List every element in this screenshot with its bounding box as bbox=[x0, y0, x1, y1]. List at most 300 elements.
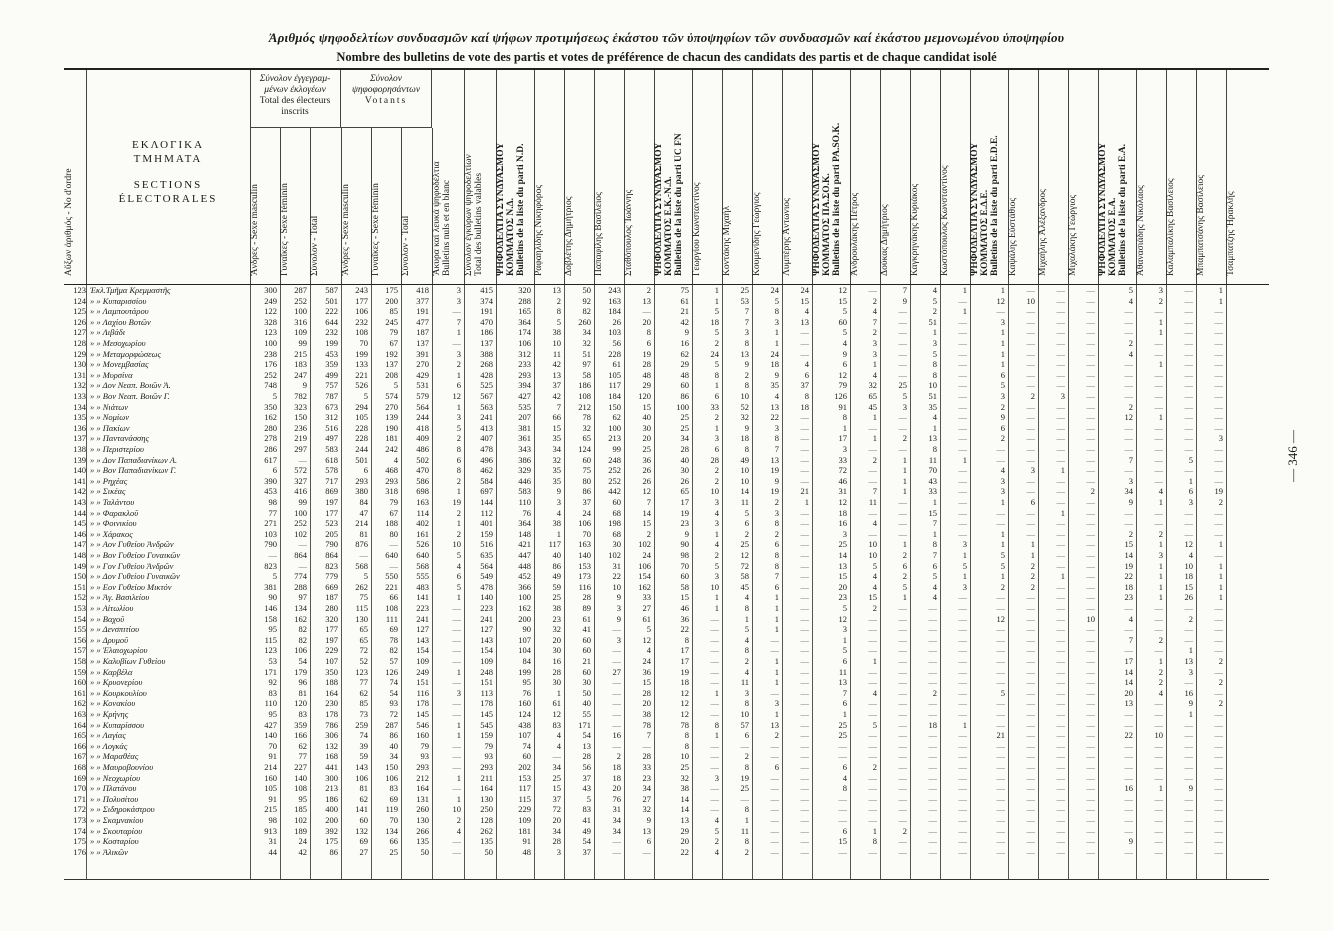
cell-cand-4: 26 bbox=[642, 475, 651, 486]
cell-cand-10: — bbox=[898, 316, 907, 327]
cell-cand-6: 8 bbox=[744, 836, 749, 847]
cell-cand-7: 1 bbox=[774, 603, 779, 613]
header-voters-french: Votants bbox=[364, 96, 408, 106]
cell-party-pasok: 6 bbox=[842, 698, 847, 709]
cell-reg-total: 168 bbox=[325, 751, 338, 762]
cell-cand-15: — bbox=[1086, 751, 1095, 762]
table-row bbox=[64, 550, 1269, 560]
cell-vot-women: 108 bbox=[385, 603, 398, 613]
row-number: 143 bbox=[73, 497, 86, 507]
cell-party-ea: 14 bbox=[1124, 677, 1133, 688]
table-row bbox=[64, 698, 1269, 708]
cell-party-ucfn: 40 bbox=[680, 454, 689, 465]
cell-reg-total: 164 bbox=[325, 687, 338, 698]
cell-cand-9: 4 bbox=[872, 687, 877, 698]
cell-cand-6: 32 bbox=[740, 412, 749, 423]
cell-cand-7: — bbox=[770, 836, 779, 847]
cell-cand-15: — bbox=[1086, 316, 1095, 327]
cell-cand-8: — bbox=[800, 338, 809, 348]
cell-cand-11: 2 bbox=[932, 306, 937, 317]
cell-reg-total: 132 bbox=[325, 740, 338, 751]
cell-party-pasok: — bbox=[838, 793, 847, 804]
cell-party-ucfn: 65 bbox=[680, 486, 689, 497]
cell-party-ea: 18 bbox=[1124, 581, 1133, 592]
cell-cand-3: 252 bbox=[608, 475, 621, 486]
cell-party-ea: 14 bbox=[1124, 550, 1133, 560]
cell-cand-17: 1 bbox=[1188, 709, 1193, 719]
cell-cand-14: 1 bbox=[1060, 465, 1065, 476]
cell-cand-11: 4 bbox=[932, 412, 937, 423]
cell-cand-11: 51 bbox=[928, 316, 937, 327]
cell-cand-10: — bbox=[898, 518, 907, 529]
cell-cand-6: 19 bbox=[740, 772, 749, 783]
cell-cand-13: — bbox=[1026, 518, 1035, 529]
cell-party-ea: 4 bbox=[1128, 348, 1133, 359]
cell-vot-women: 287 bbox=[385, 719, 398, 730]
table-row bbox=[64, 826, 1269, 836]
cell-vot-men: 5 bbox=[363, 391, 368, 401]
cell-cand-14: — bbox=[1056, 412, 1065, 423]
cell-cand-16: — bbox=[1154, 762, 1163, 772]
cell-cand-9: 65 bbox=[868, 391, 877, 401]
cell-party-pasok: 25 bbox=[838, 730, 847, 741]
cell-party-ede: — bbox=[996, 793, 1005, 804]
cell-valid: 262 bbox=[480, 825, 493, 836]
cell-party-ucfn: 8 bbox=[684, 740, 689, 751]
table-row bbox=[64, 508, 1269, 518]
cell-cand-7: 1 bbox=[774, 613, 779, 624]
cell-party-ea: — bbox=[1124, 444, 1133, 454]
cell-cand-9: 7 bbox=[872, 316, 877, 327]
cell-party-ea: 2 bbox=[1128, 338, 1133, 348]
cell-reg-total: 86 bbox=[329, 846, 338, 857]
cell-reg-total: 864 bbox=[325, 550, 338, 560]
cell-cand-14: — bbox=[1056, 380, 1065, 391]
cell-vot-women: 137 bbox=[385, 359, 398, 370]
cell-cand-12: — bbox=[958, 433, 967, 444]
cell-cand-13: — bbox=[1026, 380, 1035, 391]
cell-cand-17: 15 bbox=[1184, 581, 1193, 592]
cell-vot-total: 391 bbox=[416, 348, 429, 359]
cell-reg-total: 869 bbox=[325, 486, 338, 497]
cell-cand-5: 24 bbox=[710, 348, 719, 359]
cell-cand-4: 34 bbox=[642, 783, 651, 794]
cell-cand-13: — bbox=[1026, 348, 1035, 359]
cell-cand-11: — bbox=[928, 804, 937, 815]
cell-cand-5: 10 bbox=[710, 486, 719, 497]
cell-reg-women: 62 bbox=[298, 740, 307, 751]
cell-party-ede: 1 bbox=[1000, 327, 1005, 338]
cell-cand-17: — bbox=[1184, 677, 1193, 688]
cell-cand-13: — bbox=[1026, 306, 1035, 317]
cell-cand-3: 100 bbox=[608, 422, 621, 433]
cell-invalid: — bbox=[452, 698, 461, 709]
cell-reg-total: 823 bbox=[325, 560, 338, 571]
cell-vot-women: 82 bbox=[389, 645, 398, 656]
title-french: Nombre des bulletins de vote des partis et votes de préférence de chacun des candidats des partis et de chaque candidat isolé bbox=[336, 50, 997, 64]
header-registered-greek: Σύνολον ἐγγεγραμ- μένων ἐκλογέων bbox=[259, 74, 331, 95]
cell-cand-18: — bbox=[1214, 412, 1223, 423]
cell-cand-13: — bbox=[1026, 507, 1035, 518]
cell-party-ede: — bbox=[996, 518, 1005, 529]
cell-cand-17: 3 bbox=[1188, 497, 1193, 507]
cell-vot-men: 59 bbox=[359, 751, 368, 762]
cell-cand-5: 6 bbox=[714, 444, 719, 454]
cell-cand-4: 61 bbox=[642, 613, 651, 624]
row-number: 151 bbox=[73, 581, 86, 592]
cell-party-ede: — bbox=[996, 751, 1005, 762]
cell-party-ucfn: 28 bbox=[680, 444, 689, 454]
cell-party-ucfn: 100 bbox=[676, 401, 689, 412]
cell-cand-14: — bbox=[1056, 709, 1065, 719]
cell-cand-8: — bbox=[800, 528, 809, 539]
cell-cand-5: 10 bbox=[710, 581, 719, 592]
cell-vot-women: 79 bbox=[389, 497, 398, 507]
cell-reg-men: 98 bbox=[268, 497, 277, 507]
cell-cand-4: 28 bbox=[642, 687, 651, 698]
cell-cand-15: — bbox=[1086, 804, 1095, 815]
cell-cand-8: — bbox=[800, 539, 809, 550]
cell-cand-5: 5 bbox=[714, 825, 719, 836]
header-vot-men-label: Ἄνδρες - Sexe masculin bbox=[341, 184, 351, 276]
header-cand-16-label: Ἀθανασιάδης Νικόλαος bbox=[1136, 185, 1146, 276]
cell-cand-8: — bbox=[800, 677, 809, 688]
cell-party-ucfn: 17 bbox=[680, 497, 689, 507]
cell-party-ea: 2 bbox=[1128, 528, 1133, 539]
cell-cand-1: 15 bbox=[552, 422, 561, 433]
cell-cand-9: 3 bbox=[872, 338, 877, 348]
cell-cand-15: — bbox=[1086, 422, 1095, 433]
cell-party-pasok: 23 bbox=[838, 592, 847, 603]
table-row bbox=[64, 486, 1269, 496]
cell-cand-14: — bbox=[1056, 613, 1065, 624]
row-section-name: » » Γον Γυθείου Ἀνδρῶν bbox=[90, 560, 174, 571]
cell-party-ucfn: 14 bbox=[680, 793, 689, 804]
cell-vot-total: 579 bbox=[416, 391, 429, 401]
cell-cand-6: 11 bbox=[740, 825, 749, 836]
cell-party-nr: 110 bbox=[518, 497, 531, 507]
cell-vot-women: 80 bbox=[389, 528, 398, 539]
cell-cand-9: 3 bbox=[872, 348, 877, 359]
cell-cand-4: 15 bbox=[642, 677, 651, 688]
cell-reg-women: 185 bbox=[294, 804, 307, 815]
cell-cand-10: — bbox=[898, 634, 907, 645]
cell-party-nr: 165 bbox=[518, 306, 531, 317]
cell-cand-5: 2 bbox=[714, 412, 719, 423]
cell-cand-11: 4 bbox=[932, 285, 937, 295]
cell-cand-2: 40 bbox=[582, 698, 591, 709]
cell-cand-3: — bbox=[612, 698, 621, 709]
header-cand-11 bbox=[910, 70, 941, 284]
cell-cand-1: 61 bbox=[552, 698, 561, 709]
cell-vot-total: 418 bbox=[416, 285, 429, 295]
cell-cand-6: 25 bbox=[740, 285, 749, 295]
cell-cand-16: — bbox=[1154, 603, 1163, 613]
cell-cand-18: 1 bbox=[1218, 581, 1223, 592]
cell-party-nr: 100 bbox=[518, 592, 531, 603]
cell-cand-5: — bbox=[710, 677, 719, 688]
cell-cand-13: — bbox=[1026, 454, 1035, 465]
table-row bbox=[64, 370, 1269, 380]
cell-cand-7: 3 bbox=[774, 316, 779, 327]
row-number: 159 bbox=[73, 666, 86, 677]
cell-valid: 415 bbox=[480, 285, 493, 295]
cell-party-ea: 34 bbox=[1124, 486, 1133, 497]
cell-cand-10: — bbox=[898, 698, 907, 709]
cell-vot-women: 34 bbox=[389, 751, 398, 762]
cell-cand-3: — bbox=[612, 656, 621, 666]
table-row bbox=[64, 804, 1269, 814]
cell-reg-women: 219 bbox=[294, 433, 307, 444]
cell-cand-5: — bbox=[710, 709, 719, 719]
table-row bbox=[64, 794, 1269, 804]
cell-party-nr: 109 bbox=[518, 815, 531, 825]
cell-party-ea: — bbox=[1124, 327, 1133, 338]
cell-party-nr: 106 bbox=[518, 338, 531, 348]
cell-cand-7: 2 bbox=[774, 528, 779, 539]
cell-cand-8: — bbox=[800, 507, 809, 518]
cell-cand-6: 58 bbox=[740, 571, 749, 582]
cell-cand-4: 20 bbox=[642, 698, 651, 709]
cell-invalid: 5 bbox=[456, 550, 461, 560]
row-section-name: » » Φαρακλοῦ bbox=[90, 507, 139, 518]
cell-cand-17: 3 bbox=[1188, 666, 1193, 677]
cell-cand-14: — bbox=[1056, 846, 1065, 857]
cell-cand-16: 1 bbox=[1158, 783, 1163, 794]
cell-cand-18: — bbox=[1214, 645, 1223, 656]
cell-cand-12: 1 bbox=[962, 454, 967, 465]
cell-cand-8: 18 bbox=[800, 401, 809, 412]
cell-party-ucfn: 60 bbox=[680, 380, 689, 391]
row-section-name: » » Μυρσίνα bbox=[90, 369, 133, 380]
cell-reg-women: 252 bbox=[294, 518, 307, 529]
cell-valid: 159 bbox=[480, 528, 493, 539]
cell-vot-men: 214 bbox=[355, 518, 368, 529]
cell-cand-17: 2 bbox=[1188, 613, 1193, 624]
cell-cand-10: — bbox=[898, 338, 907, 348]
cell-party-ucfn: 25 bbox=[680, 412, 689, 423]
cell-reg-total: 222 bbox=[325, 306, 338, 317]
cell-cand-16: — bbox=[1154, 815, 1163, 825]
cell-valid: 178 bbox=[480, 698, 493, 709]
cell-cand-17: — bbox=[1184, 391, 1193, 401]
cell-cand-14: — bbox=[1056, 666, 1065, 677]
cell-reg-women: 227 bbox=[294, 762, 307, 772]
row-number: 146 bbox=[73, 528, 86, 539]
table-row bbox=[64, 423, 1269, 433]
cell-vot-women: 66 bbox=[389, 836, 398, 847]
cell-cand-4: 162 bbox=[638, 581, 651, 592]
cell-cand-11: — bbox=[928, 783, 937, 794]
cell-cand-9: — bbox=[868, 666, 877, 677]
cell-cand-12: — bbox=[958, 645, 967, 656]
cell-vot-women: 5 bbox=[393, 380, 398, 391]
cell-cand-2: 13 bbox=[582, 740, 591, 751]
cell-party-pasok: 6 bbox=[842, 656, 847, 666]
cell-party-nr: 394 bbox=[518, 380, 531, 391]
cell-cand-5: 3 bbox=[714, 497, 719, 507]
cell-reg-total: 400 bbox=[325, 804, 338, 815]
table-row bbox=[64, 592, 1269, 602]
cell-cand-8: — bbox=[800, 518, 809, 529]
row-number: 158 bbox=[73, 656, 86, 666]
cell-cand-4: 27 bbox=[642, 603, 651, 613]
cell-cand-3: 184 bbox=[608, 306, 621, 317]
cell-cand-18: — bbox=[1214, 804, 1223, 815]
cell-vot-women: 106 bbox=[385, 772, 398, 783]
cell-cand-10: 9 bbox=[902, 295, 907, 306]
row-section-name: » » Κονακίου bbox=[90, 698, 136, 709]
cell-cand-12: — bbox=[958, 825, 967, 836]
cell-cand-15: — bbox=[1086, 359, 1095, 370]
cell-cand-5: — bbox=[710, 666, 719, 677]
row-number: 139 bbox=[73, 454, 86, 465]
cell-vot-total: 402 bbox=[416, 518, 429, 529]
cell-vot-total: 260 bbox=[416, 804, 429, 815]
cell-cand-10: 2 bbox=[902, 433, 907, 444]
cell-cand-18: 3 bbox=[1218, 433, 1223, 444]
cell-cand-6: 5 bbox=[744, 624, 749, 635]
cell-cand-14: — bbox=[1056, 295, 1065, 306]
cell-cand-2: 86 bbox=[582, 486, 591, 497]
cell-reg-men: 280 bbox=[264, 422, 277, 433]
cell-vot-women: 192 bbox=[385, 348, 398, 359]
cell-cand-16: 1 bbox=[1158, 497, 1163, 507]
cell-party-ede: — bbox=[996, 836, 1005, 847]
cell-cand-7: 19 bbox=[770, 465, 779, 476]
cell-cand-18: — bbox=[1214, 316, 1223, 327]
header-valid-label: Σύνολον ἐγκύρων ψηφοδελτίων Total des bulletins valables bbox=[464, 154, 484, 276]
row-section-name: » » Βον Γυθείου Γυναικῶν bbox=[90, 550, 181, 560]
cell-vot-men: 294 bbox=[355, 401, 368, 412]
cell-cand-9: 45 bbox=[868, 401, 877, 412]
cell-vot-women: 175 bbox=[385, 285, 398, 295]
cell-cand-15: — bbox=[1086, 454, 1095, 465]
cell-cand-5: 5 bbox=[714, 306, 719, 317]
cell-reg-women: 106 bbox=[294, 645, 307, 656]
cell-party-ea: — bbox=[1124, 762, 1133, 772]
row-section-name: » » Κοσταρίου bbox=[90, 836, 139, 847]
cell-party-pasok: 126 bbox=[834, 391, 847, 401]
cell-party-ea: 14 bbox=[1124, 666, 1133, 677]
cell-cand-14: 3 bbox=[1060, 391, 1065, 401]
cell-cand-17: 9 bbox=[1188, 783, 1193, 794]
cell-cand-15: — bbox=[1086, 666, 1095, 677]
cell-reg-men: 95 bbox=[268, 709, 277, 719]
cell-cand-11: — bbox=[928, 603, 937, 613]
row-section-name: » » Ἀλικῶν bbox=[90, 846, 128, 857]
cell-cand-6: 8 bbox=[744, 380, 749, 391]
cell-valid: 130 bbox=[480, 793, 493, 804]
cell-cand-9: — bbox=[868, 285, 877, 295]
cell-cand-18: — bbox=[1214, 730, 1223, 741]
cell-cand-7: 3 bbox=[774, 507, 779, 518]
cell-vot-women: 134 bbox=[385, 825, 398, 836]
row-number: 136 bbox=[73, 422, 86, 433]
cell-cand-3: — bbox=[612, 709, 621, 719]
cell-cand-11: 70 bbox=[928, 465, 937, 476]
cell-reg-men: 6 bbox=[272, 465, 277, 476]
cell-reg-total: 644 bbox=[325, 316, 338, 327]
cell-vot-women: 69 bbox=[389, 793, 398, 804]
cell-party-pasok: 14 bbox=[838, 550, 847, 560]
cell-reg-men: 105 bbox=[264, 783, 277, 794]
row-section-name: » » Μονεμβασίας bbox=[90, 359, 149, 370]
cell-cand-9: — bbox=[868, 709, 877, 719]
cell-reg-men: 328 bbox=[264, 316, 277, 327]
cell-cand-13: 6 bbox=[1030, 497, 1035, 507]
cell-cand-12: — bbox=[958, 592, 967, 603]
header-party-ucfn-label: ΨΗΦΟΔΕΛΤΙΑ ΣΥΝΔΥΑΣΜΟΥ ΚΟΜΜΑΤΟΣ Ε.Κ.-Ν.Δ. Bulletins de la liste du parti UC FN bbox=[654, 133, 684, 276]
cell-cand-14: — bbox=[1056, 804, 1065, 815]
cell-cand-18: — bbox=[1214, 475, 1223, 486]
cell-cand-6: 4 bbox=[744, 666, 749, 677]
cell-valid: 241 bbox=[480, 613, 493, 624]
cell-party-pasok: 25 bbox=[838, 539, 847, 550]
cell-reg-women: 42 bbox=[298, 846, 307, 857]
cell-party-ede: 5 bbox=[1000, 550, 1005, 560]
cell-cand-7: 8 bbox=[774, 306, 779, 317]
cell-cand-11: 8 bbox=[932, 444, 937, 454]
cell-cand-18: — bbox=[1214, 422, 1223, 433]
cell-cand-2: 82 bbox=[582, 306, 591, 317]
title-greek: Ἀριθμός ψηφοδελτίων συνδυασμῶν καί ψήφων προτιμήσεως ἑκάστου τῶν ὑποψηφίων τῶν συνδυασμῶν καί ἑκάστου μεμονωμένου ὑποψηφίου bbox=[268, 30, 1065, 45]
cell-cand-10: — bbox=[898, 306, 907, 317]
cell-cand-10: — bbox=[898, 709, 907, 719]
cell-cand-15: — bbox=[1086, 740, 1095, 751]
cell-party-pasok: 15 bbox=[838, 836, 847, 847]
cell-invalid: 1 bbox=[456, 369, 461, 380]
cell-cand-7: 3 bbox=[774, 698, 779, 709]
cell-reg-women: 166 bbox=[294, 730, 307, 741]
cell-cand-6: 13 bbox=[740, 348, 749, 359]
header-cand-8-label: Λυμπέρης Ἀντωνιος bbox=[782, 198, 792, 276]
cell-party-pasok: 17 bbox=[838, 433, 847, 444]
cell-cand-12: — bbox=[958, 327, 967, 338]
cell-cand-14: — bbox=[1056, 497, 1065, 507]
header-vot-total bbox=[401, 128, 433, 284]
cell-cand-10: 2 bbox=[902, 825, 907, 836]
cell-cand-5: 2 bbox=[714, 836, 719, 847]
cell-party-nr: 361 bbox=[518, 433, 531, 444]
cell-party-nr: 95 bbox=[522, 677, 531, 688]
cell-cand-8: — bbox=[800, 603, 809, 613]
cell-cand-1: 25 bbox=[552, 592, 561, 603]
cell-vot-women: 66 bbox=[389, 592, 398, 603]
cell-cand-9: — bbox=[868, 793, 877, 804]
header-cand-10-label: Δούκας Δημήτριος bbox=[880, 204, 890, 276]
cell-cand-17: — bbox=[1184, 306, 1193, 317]
cell-cand-2: 97 bbox=[582, 359, 591, 370]
cell-cand-15: — bbox=[1086, 677, 1095, 688]
cell-cand-3: 56 bbox=[612, 338, 621, 348]
cell-reg-men: 140 bbox=[264, 730, 277, 741]
cell-cand-6: 4 bbox=[744, 634, 749, 645]
cell-cand-8: — bbox=[800, 656, 809, 666]
cell-vot-women: 83 bbox=[389, 783, 398, 794]
cell-cand-5: 5 bbox=[714, 560, 719, 571]
row-number: 131 bbox=[73, 369, 86, 380]
cell-party-ucfn: 12 bbox=[680, 709, 689, 719]
cell-party-ea: 17 bbox=[1124, 656, 1133, 666]
cell-party-ea: — bbox=[1124, 709, 1133, 719]
cell-cand-17: — bbox=[1184, 380, 1193, 391]
cell-cand-15: — bbox=[1086, 836, 1095, 847]
cell-cand-12: 1 bbox=[962, 571, 967, 582]
cell-party-ea: — bbox=[1124, 391, 1133, 401]
cell-cand-17: 26 bbox=[1184, 592, 1193, 603]
row-section-name: » » Δενσπιτίου bbox=[90, 624, 140, 635]
